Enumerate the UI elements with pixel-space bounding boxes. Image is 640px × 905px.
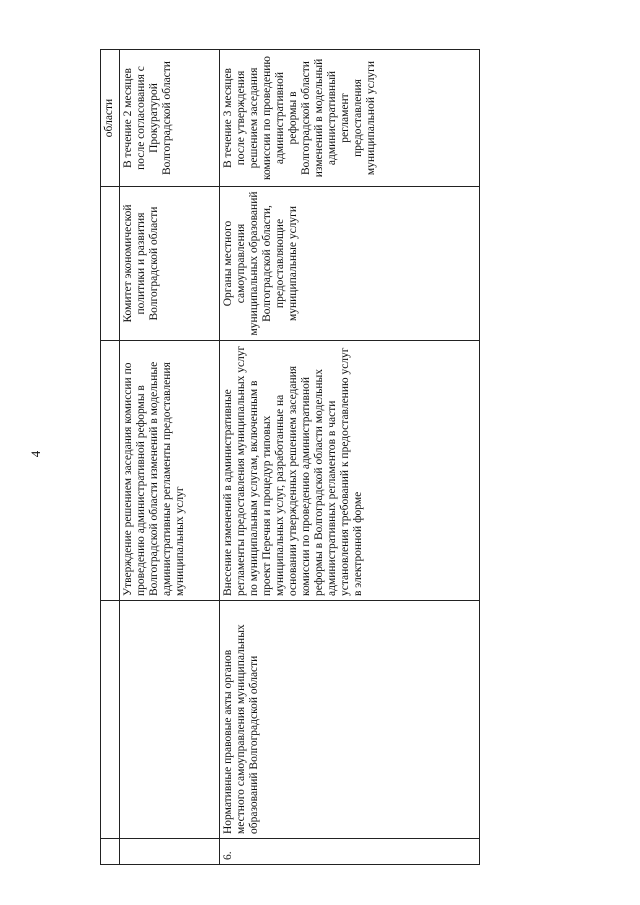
cell-empty [101, 601, 120, 839]
cell-empty [101, 187, 120, 341]
cell-header-continuation: области [101, 50, 120, 187]
page-number: 4 [28, 450, 43, 458]
cell-subject: Нормативные правовые акты органов местного самоуправления муниципальных образований Волгоградской области [220, 601, 480, 839]
measures-table [100, 49, 480, 865]
cell-empty [101, 839, 120, 865]
cell-number [120, 839, 220, 865]
cell-empty [101, 341, 120, 601]
cell-responsible: Органы местного самоуправления муниципальных образований Волгоградской области, предоставляющие муниципальные услуги [220, 187, 480, 341]
table-row-header-continuation [101, 50, 120, 865]
table-row [120, 50, 220, 865]
cell-action: Внесение изменений в административные регламенты предоставления муниципальных услуг по муниципальным услугам, включенным в проект Перечня и процедур типовых муниципальных услуг, разработанные на основании утвержденных решением заседания комиссии по проведению административной реформы в Волгоградской области модельных административных регламентов в части установления требований к предоставлению услуг в электронной форме [220, 341, 480, 601]
cell-subject [120, 601, 220, 839]
rotated-table-container [100, 50, 480, 865]
cell-deadline: В течение 3 месяцев после утверждения решением заседания комиссии по проведению административной реформы в Волгоградской области изменений в модельный административный регламент предоставления муниципальной услуги [220, 50, 480, 187]
table-row [220, 50, 480, 865]
cell-number: 6. [220, 839, 480, 865]
cell-deadline: В течение 2 месяцев после согласования с Прокуратурой Волгоградской области [120, 50, 220, 187]
cell-responsible: Комитет экономической политики и развития Волгоградской области [120, 187, 220, 341]
cell-action: Утверждение решением заседания комиссии по проведению административной реформы в Волгоградской области изменений в модельные административные регламенты предоставления муниципальных услуг [120, 341, 220, 601]
